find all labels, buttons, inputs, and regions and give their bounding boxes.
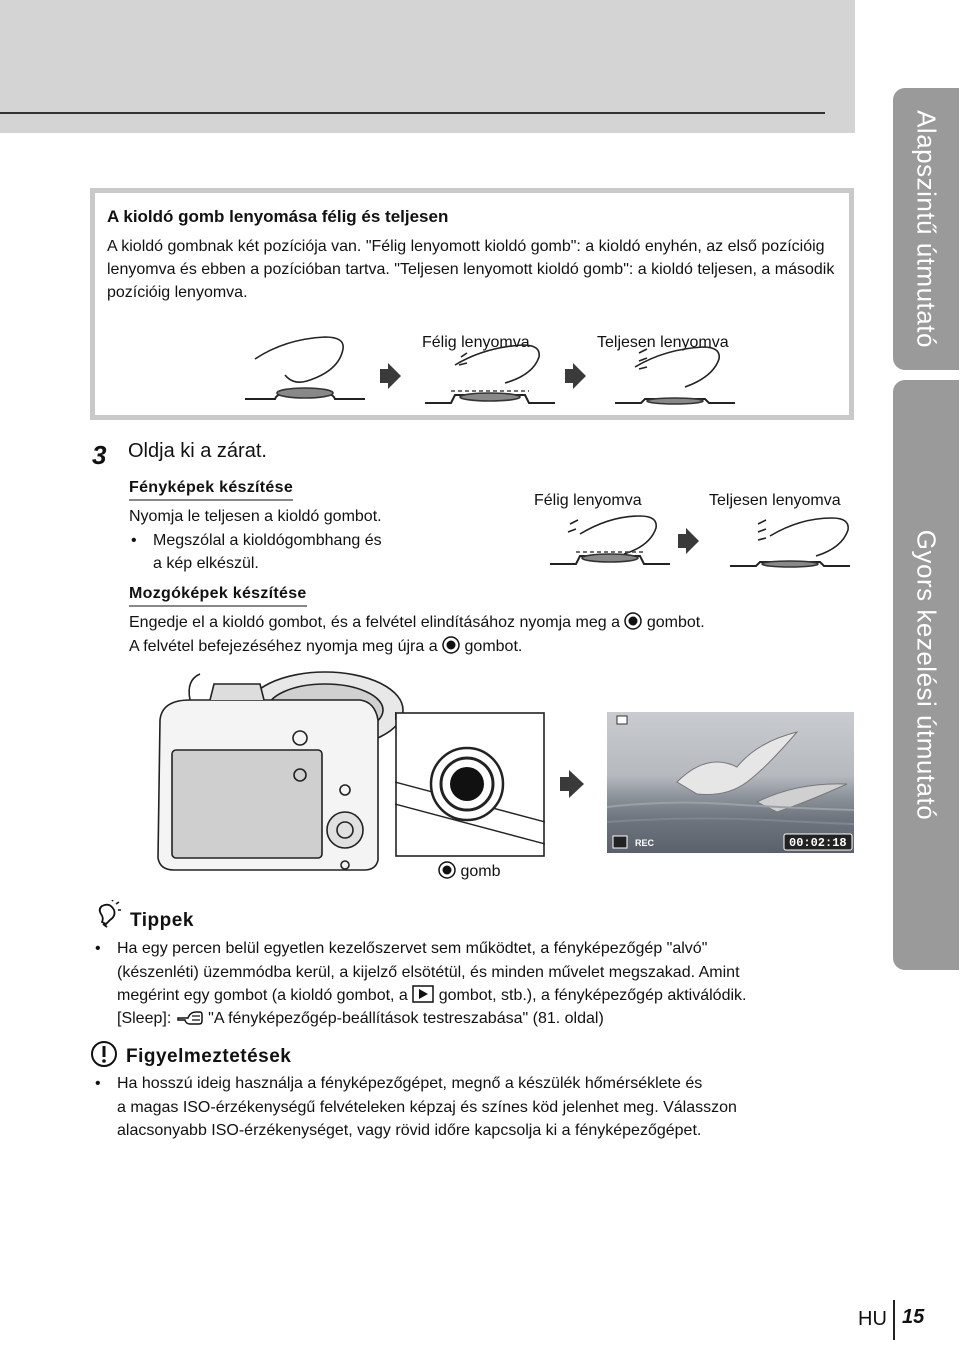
shutter-info-box [90,188,854,420]
step-title: Oldja ki a zárat. [128,440,267,462]
recording-screen [607,712,854,853]
header-rule [0,112,825,114]
camera-illustration-icon [150,660,410,880]
page-number: 15 [902,1306,925,1328]
sidebar-tab-label: Alapszintű útmutató [911,110,942,348]
tips-line [117,985,746,1007]
finger-half-press-icon [425,345,555,403]
tips-line: • Ha egy percen belül egyetlen kezelőszervet sem működtet, a fényképezőgép "alvó" [117,938,707,960]
warnings-line: alacsonyabb ISO-érzékenységet, vagy rövid időre kapcsolja ki a fényképezőgépet. [117,1122,702,1139]
info-box-text: A kioldó gombnak két pozíciója van. "Félig lenyomott kioldó gomb": a kioldó enyhén, az első pozícióig lenyomva és ebben a pozícióban tartva. "Teljesen lenyomott kioldó gomb": a kioldó teljesen, a második pozícióig lenyomva. [107,238,835,301]
sidebar-tab-basic-guide[interactable] [893,88,959,370]
record-button-icon [442,636,460,654]
finger-full-press-icon [615,347,735,404]
movie-stop-before: A felvétel befejezéséhez nyomja meg újra a [129,638,438,655]
tips-line4-before: [Sleep]: [117,1010,172,1027]
record-button-icon [438,861,456,879]
half-press-label: Félig lenyomva [534,492,642,509]
arrow-right-icon [560,770,586,798]
recording-time: 00:02:18 [789,836,847,850]
warnings-line: • Ha hosszú ideig használja a fényképezőgépet, megnő a készülék hőmérséklete és [117,1073,702,1095]
movie-heading: Mozgóképek készítése [129,585,307,607]
rec-indicator: REC [635,838,655,848]
record-button-caption-text: gomb [460,863,501,880]
page-language: HU [858,1308,887,1330]
tips-line3-after: gombot, stb.), a fényképezőgép aktiválódik. [438,987,747,1004]
movie-stop-after: gombot. [464,638,523,655]
tips-line4-after: "A fényképezőgép-beállítások testreszabása" (81. oldal) [208,1010,604,1027]
movie-start-before: Engedje el a kioldó gombot, és a felvétel elindításához nyomja meg a [129,614,620,631]
finger-full-press-icon [730,518,850,567]
play-button-icon [412,985,434,1003]
photo-press-illustration [540,510,855,580]
warnings-title: Figyelmeztetések [126,1046,292,1067]
warnings-line: a magas ISO-érzékenységű felvételeken képzaj és színes köd jelenhet meg. Válasszon [117,1099,737,1116]
record-button-icon [624,612,642,630]
sidebar-tab-quick-guide[interactable] [893,380,959,970]
photo-bullet-cont: a kép elkészül. [153,555,259,572]
full-press-label: Teljesen lenyomva [709,492,841,509]
step-number: 3 [92,440,107,470]
shutter-press-illustration [215,331,855,411]
full-press-label: Teljesen lenyomva [597,334,729,351]
tips-line: (készenléti) üzemmódba kerül, a kijelző elsötétül, és minden művelet megszakad. Amint [117,964,740,981]
seagull-image [607,712,854,853]
arrow-right-icon [380,363,401,389]
pointing-hand-icon [176,1008,204,1026]
sidebar-tab-label: Gyors kezelési útmutató [911,529,942,821]
finger-released-icon [245,337,365,399]
photo-heading: Fényképek készítése [129,479,293,501]
lightbulb-icon [92,900,122,930]
record-button-caption [438,861,500,883]
movie-start-after: gombot. [646,614,705,631]
tips-line [117,1008,604,1030]
movie-start-text [129,612,705,634]
photo-bullet: • Megszólal a kioldógombhang és [153,530,382,552]
photo-instruction: Nyomja le teljesen a kioldó gombot. [129,508,382,525]
record-button-closeup [395,712,545,857]
callout-line [395,680,435,720]
tips-title: Tippek [130,910,194,931]
arrow-right-icon [678,528,699,554]
tips-line3-before: megérint egy gombot (a kioldó gombot, a [117,987,408,1004]
info-box-title: A kioldó gomb lenyomása félig és teljesen [107,207,449,226]
half-press-label: Félig lenyomva [422,334,530,351]
warning-icon [90,1040,118,1068]
arrow-right-icon [565,363,586,389]
page-separator [893,1300,895,1340]
movie-stop-text [129,636,522,658]
finger-half-press-icon [550,516,670,564]
